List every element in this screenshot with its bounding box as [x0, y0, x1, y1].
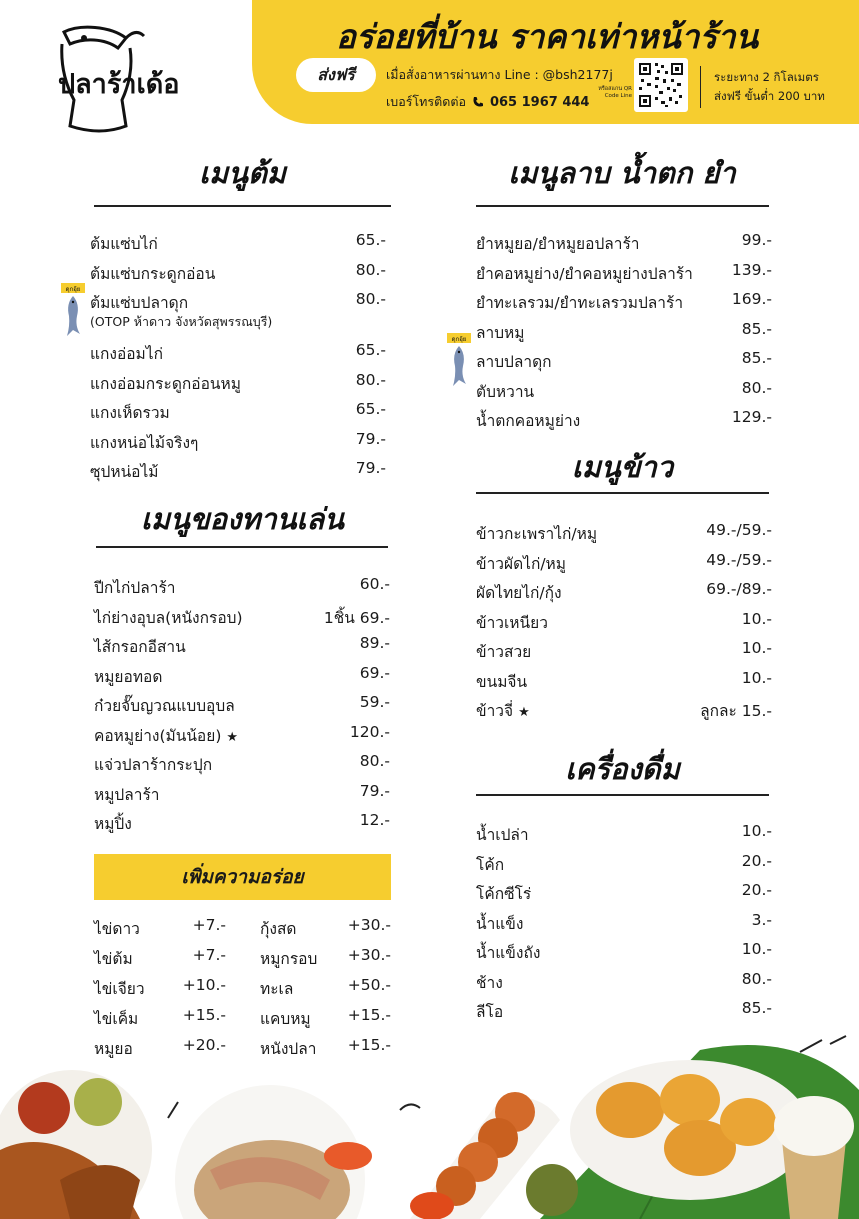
extra-name: ไข่เค็ม [94, 1010, 139, 1028]
phone-icon [472, 96, 484, 108]
extra-name: ไข่เจียว [94, 980, 145, 998]
list-item [90, 396, 386, 426]
extra-name: กุ้งสด [260, 920, 297, 938]
extra-price: +30.- [347, 946, 391, 964]
item-price: 85.- [741, 999, 772, 1017]
item-name: ลาบปลาดุก [476, 353, 552, 371]
item-price: 65.- [355, 341, 386, 359]
item-name: ต้มแซ่บกระดูกอ่อน [90, 264, 216, 283]
item-price: 139.- [731, 260, 772, 279]
list-item [476, 818, 772, 848]
fried-pork-icon [660, 1074, 720, 1126]
extras-row [94, 1003, 391, 1033]
brand-name: ปลาร้าเด้อ [58, 69, 180, 100]
slogan: อร่อยที่บ้าน ราคาเท่าหน้าร้าน [336, 17, 759, 56]
item-name: ข้าวเหนียว [476, 613, 548, 632]
list-item [476, 517, 772, 547]
item-name: แกงอ่อมไก่ [90, 345, 163, 363]
catfish-badge-icon [446, 332, 472, 388]
list-item [90, 455, 386, 485]
item-name: ซุปหน่อไม้ [90, 463, 159, 481]
list-item [94, 748, 390, 778]
item-price: 49.-/59.- [706, 550, 772, 569]
item-name: แกงหน่อไม้จริงๆ [90, 433, 199, 452]
larb-menu-title: เมนูลาบ น้ำตก ยำ [508, 156, 736, 190]
item-name-text: ข้าวจี่ [476, 702, 514, 720]
item-name: แกงอ่อมกระดูกอ่อนหมู [90, 374, 241, 393]
item-price: 79.- [359, 781, 390, 800]
item-price: 49.-/59.- [706, 521, 772, 539]
item-price: 60.- [359, 575, 390, 593]
item-price: 80.- [359, 752, 390, 770]
item-price: 69.- [359, 663, 390, 682]
item-name-text: คอหมูย่าง(มันน้อย) [94, 726, 222, 745]
item-name: ข้าวผัดไก่/หมู [476, 554, 566, 573]
extra-name: หมูกรอบ [260, 950, 318, 968]
item-price: 80.- [355, 260, 386, 279]
list-item [476, 345, 772, 375]
item-name: ลาบหมู [476, 323, 525, 342]
header-divider [700, 66, 701, 108]
extra-name: หนังปลา [260, 1040, 317, 1058]
sauce-bowl-icon [324, 1142, 372, 1170]
item-price: 169.- [731, 290, 772, 308]
item-name: ไส้กรอกอีสาน [94, 638, 186, 656]
item-name: ผัดไทยไก่/กุ้ง [476, 584, 562, 602]
item-name: ลีโอ [476, 1003, 504, 1021]
list-item [90, 426, 386, 456]
delivery-distance: ระยะทาง 2 กิโลเมตร [714, 70, 819, 84]
list-item [476, 404, 772, 434]
catfish-badge-icon [60, 282, 86, 338]
item-price: 80.- [741, 378, 772, 397]
extra-price: +10.- [182, 976, 226, 994]
list-item [94, 719, 390, 749]
extra-name: ไข่ดาว [94, 920, 140, 938]
item-price: 20.- [741, 851, 772, 870]
phone-number[interactable]: 065 1967 444 [489, 94, 590, 110]
list-item [476, 576, 772, 606]
extra-name: แคบหมู [260, 1010, 311, 1028]
sauce-bowl-icon [74, 1078, 122, 1126]
decor-stroke-icon [830, 1036, 846, 1044]
sauce-bowl-icon [410, 1192, 454, 1219]
item-name [94, 723, 238, 748]
list-item [94, 660, 390, 690]
extra-price: +7.- [192, 946, 226, 964]
item-price: 129.- [731, 408, 772, 426]
phone-label: เบอร์โทรติดต่อ [386, 94, 466, 109]
item-price: 3.- [751, 910, 772, 929]
item-price: 85.- [741, 349, 772, 367]
free-delivery-badge: ส่งฟรี [296, 58, 376, 92]
eggplant-bowl-icon [526, 1164, 578, 1216]
sauce-bowl-icon [18, 1082, 70, 1134]
item-name: หมูยอทอด [94, 667, 163, 686]
item-price: 69.-/89.- [706, 580, 772, 598]
extra-price: +50.- [347, 976, 391, 994]
item-name: หมูปิ้ง [94, 815, 132, 833]
list-item [94, 778, 390, 808]
item-price: 120.- [349, 722, 390, 741]
snack-menu-list [94, 571, 390, 837]
line-order-text: เมื่อสั่งอาหารผ่านทาง Line : @bsh2177j [386, 67, 613, 82]
item-name: ปีกไก่ปลาร้า [94, 579, 176, 597]
item-name: ต้มแซ่บปลาดุก [90, 294, 189, 312]
fried-pork-icon [596, 1082, 664, 1138]
list-item [476, 547, 772, 577]
rice-menu-rule [476, 492, 769, 494]
list-item [94, 807, 390, 837]
item-price: 10.- [741, 609, 772, 628]
tom-menu-list [90, 227, 386, 485]
list-item [476, 635, 772, 665]
item-price: 12.- [359, 811, 390, 829]
list-item [476, 227, 772, 257]
drinks-menu-rule [476, 794, 769, 796]
item-price: 59.- [359, 693, 390, 711]
item-name: ช้าง [476, 973, 503, 992]
extras-row [94, 973, 391, 1003]
extra-name: หมูยอ [94, 1040, 133, 1058]
item-name: ตับหวาน [476, 382, 535, 401]
item-price: 10.- [741, 639, 772, 657]
item-name [476, 698, 530, 723]
item-price: 65.- [355, 231, 386, 249]
snack-menu-title: เมนูของทานเล่น [141, 502, 344, 536]
item-price: 1ชิ้น 69.- [323, 608, 390, 627]
item-name: ยำคอหมูย่าง/ยำคอหมูย่างปลาร้า [476, 264, 693, 283]
star-icon: ★ [518, 705, 530, 720]
larb-menu-rule [476, 205, 769, 207]
extra-price: +20.- [182, 1036, 226, 1054]
item-name: ไก่ย่างอุบล(หนังกรอบ) [94, 608, 243, 627]
list-item [476, 665, 772, 695]
extra-price: +15.- [347, 1006, 391, 1024]
drinks-menu-title: เครื่องดื่ม [565, 752, 680, 786]
list-item [476, 995, 772, 1025]
item-price: 85.- [741, 319, 772, 338]
fried-pork-icon [720, 1098, 776, 1146]
list-item [476, 848, 772, 878]
item-name: หมูปลาร้า [94, 785, 160, 804]
item-name: แกงเห็ดรวม [90, 404, 170, 422]
item-name: ข้าวกะเพราไก่/หมู [476, 525, 598, 543]
list-item [476, 286, 772, 316]
extra-price: +15.- [347, 1036, 391, 1054]
item-price: 89.- [359, 634, 390, 652]
qr-code[interactable] [634, 58, 688, 112]
tom-menu-title: เมนูต้ม [199, 156, 286, 190]
item-name: โค้กซีโร่ [476, 885, 532, 903]
rice-menu-list [476, 517, 772, 724]
decor-stroke-icon [168, 1102, 178, 1118]
list-item [476, 966, 772, 996]
item-name: น้ำเปล่า [476, 826, 529, 844]
list-item [90, 367, 386, 397]
item-name: แจ่วปลาร้ากระปุก [94, 756, 213, 774]
item-price: 79.- [355, 429, 386, 448]
larb-menu-list [476, 227, 772, 434]
item-price: 80.- [741, 969, 772, 988]
item-name: ยำหมูยอ/ยำหมูยอปลาร้า [476, 235, 640, 253]
extras-row [94, 913, 391, 943]
extra-name: ไข่ต้ม [94, 950, 133, 968]
extra-price: +7.- [192, 916, 226, 934]
tom-menu-rule [94, 205, 391, 207]
item-name: ต้มแซ่บไก่ [90, 235, 158, 253]
delivery-minimum: ส่งฟรี ขั้นต่ำ 200 บาท [714, 89, 825, 103]
list-item [90, 257, 386, 287]
qr-note: หรือสแกน QR Code Line [598, 86, 632, 99]
item-name: ก๋วยจั๊บญวณแบบอุบล [94, 697, 235, 715]
list-item [90, 227, 386, 257]
item-price: 80.- [355, 370, 386, 389]
drinks-menu-list [476, 818, 772, 1025]
food-photo-strip [0, 1030, 859, 1219]
list-item [94, 630, 390, 660]
badge-label: ดุกอุ้ย [65, 286, 81, 293]
item-price: 20.- [741, 881, 772, 899]
item-price: 80.- [355, 290, 386, 308]
item-name: ข้าวสวย [476, 643, 532, 661]
list-item [90, 337, 386, 367]
item-name: น้ำตกคอหมูย่าง [476, 412, 581, 430]
list-item [476, 316, 772, 346]
item-name: น้ำแข็ง [476, 914, 524, 933]
extra-price: +30.- [347, 916, 391, 934]
list-item [476, 907, 772, 937]
phone-row [386, 92, 589, 112]
extra-price: +15.- [182, 1006, 226, 1024]
list-item [476, 257, 772, 287]
decor-stroke-icon [400, 1104, 420, 1110]
list-item [94, 689, 390, 719]
list-item [476, 606, 772, 636]
item-name: ยำทะเลรวม/ยำทะเลรวมปลาร้า [476, 294, 684, 312]
item-price: 10.- [741, 822, 772, 840]
item-price: 79.- [355, 459, 386, 477]
item-name: โค้ก [476, 855, 505, 874]
qr-code-icon [637, 61, 685, 109]
extras-title: เพิ่มความอร่อย [94, 854, 391, 900]
list-item [94, 571, 390, 601]
item-name: ขนมจีน [476, 672, 528, 691]
list-item [476, 375, 772, 405]
item-price: 10.- [741, 940, 772, 958]
decor-stroke-icon [800, 1040, 822, 1052]
list-item [94, 601, 390, 631]
item-price: 10.- [741, 668, 772, 687]
extras-row [94, 943, 391, 973]
star-icon: ★ [226, 729, 239, 745]
item-note: (OTOP ห้าดาว จังหวัดสุพรรณบุรี) [90, 314, 273, 329]
list-item [476, 877, 772, 907]
rice-menu-title: เมนูข้าว [571, 450, 674, 484]
item-price: 65.- [355, 400, 386, 418]
item-name: น้ำแข็งถัง [476, 944, 541, 962]
item-price: 99.- [741, 231, 772, 249]
list-item [476, 694, 772, 724]
badge-label: ดุกอุ้ย [451, 336, 467, 343]
delivery-info [714, 68, 825, 106]
extra-name: ทะเล [260, 980, 294, 998]
list-item [476, 936, 772, 966]
list-item [90, 286, 386, 337]
snack-menu-rule [96, 546, 388, 548]
item-price: ลูกละ 15.- [700, 702, 772, 720]
